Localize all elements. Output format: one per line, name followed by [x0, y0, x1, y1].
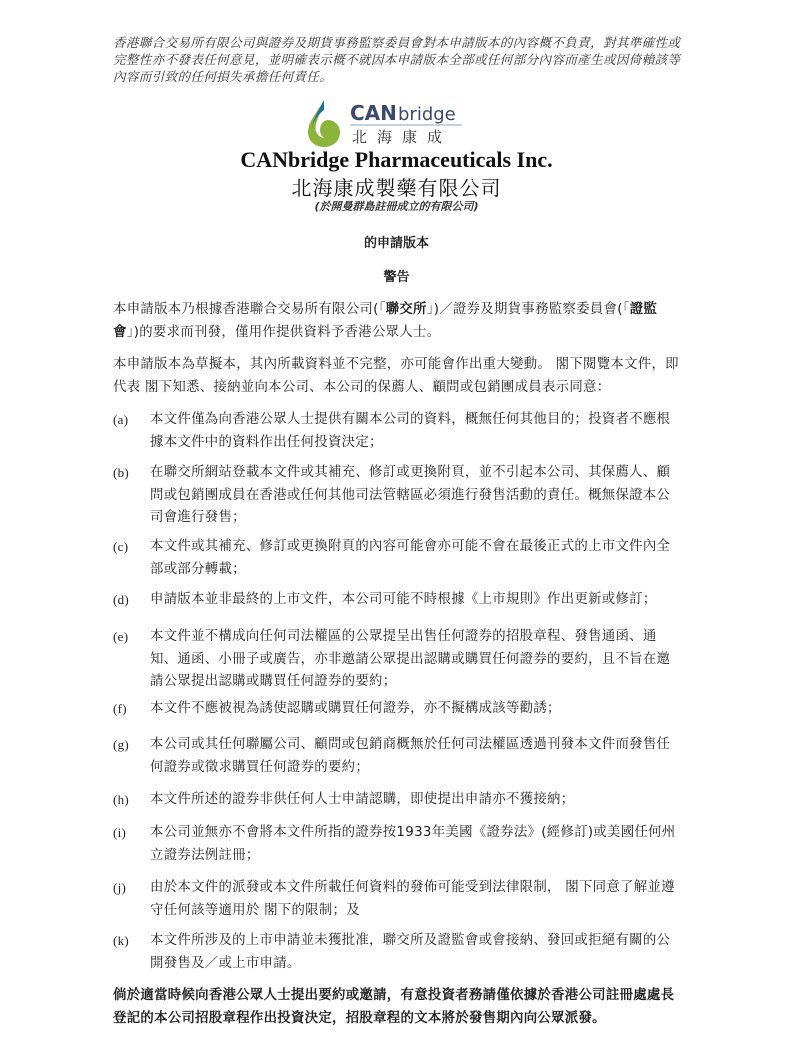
text: 」)／證券及期貨事務監察委員會(「 [426, 302, 630, 317]
item-text: 由於本文件的派發或本文件所載任何資料的發佈可能受到法律限制， 閣下同意了解並遵守任何該等適用於 閣下的限制；及 [150, 880, 675, 918]
svg-text:bridge: bridge [397, 104, 456, 125]
item-text: 本公司或其任何聯屬公司、顧問或包銷商概無於任何司法權區透過刊發本文件而發售任何證券或徵求購買任何證券的要約； [150, 737, 671, 775]
text: 」)的要求而刊發，僅用作提供資料予香港公眾人士。 [126, 324, 441, 340]
company-name-en: CANbridge Pharmaceuticals Inc. [240, 147, 553, 172]
list-item [113, 877, 683, 922]
text: 本申請版本乃根據香港聯合交易所有限公司(「 [113, 302, 386, 317]
list-item [113, 930, 683, 975]
item-text: 本文件不應被視為誘使認購或購買任何證券，亦不擬構成該等勸誘； [150, 701, 561, 716]
disclaimer: 香港聯合交易所有限公司與證券及期貨事務監察委員會對本申請版本的內容概不負責，對其準確性或完整性亦不發表任何意見，並明確表示概不就因本申請版本全部或任何部分內容而產生或因倚賴該等內容而引致的任何損失承擔任何責任。 [113, 35, 681, 84]
item-label: (d) [113, 592, 130, 607]
document-type: 的申請版本 [363, 236, 429, 251]
list-item [113, 698, 683, 721]
item-label: (f) [113, 701, 127, 716]
list-item [113, 734, 683, 779]
company-name-zh: 北海康成製藥有限公司 [291, 176, 502, 200]
svg-text:CAN: CAN [349, 101, 397, 125]
item-label: (b) [113, 465, 130, 480]
item-label: (c) [113, 539, 129, 554]
item-text: 申請版本並非最終的上市文件，本公司可能不時根據《上市規則》作出更新或修訂； [150, 592, 657, 607]
item-label: (h) [113, 792, 130, 807]
item-text: 本文件所涉及的上市申請並未獲批准，聯交所及證監會或會接納、發回或拒絕有關的公開發售及／或上市申請。 [150, 933, 671, 971]
closing-statement: 倘於適當時候向香港公眾人士提出要約或邀請，有意投資者務請僅依據於香港公司註冊處處長登記的本公司招股章程作出投資決定，招股章程的文本將於發售期內向公眾派發。 [113, 988, 675, 1026]
item-text: 在聯交所網站登載本文件或其補充、修訂或更換附頁，並不引起本公司、其保薦人、顧問或包銷團成員在香港或任何其他司法管轄區必須進行發售活動的責任。概無保證本公司會進行發售； [150, 465, 671, 525]
svg-text:北海康成: 北海康成 [351, 128, 452, 146]
item-text: 本文件所述的證券非供任何人士申請認購，即使提出申請亦不獲接納； [150, 792, 575, 807]
list-item [113, 589, 683, 612]
item-label: (i) [113, 825, 127, 840]
list-item [113, 822, 683, 867]
company-logo [0, 98, 793, 148]
canbridge-logo-icon [302, 98, 482, 148]
intro-paragraph [113, 299, 683, 344]
item-label: (g) [113, 737, 130, 752]
list-item [113, 626, 683, 694]
item-text: 本文件或其補充、修訂或更換附頁的內容可能會亦可能不會在最後正式的上市文件內全部或部分轉載； [150, 539, 671, 577]
item-label: (e) [113, 629, 129, 644]
term-exchange: 聯交所 [385, 302, 427, 317]
incorporation-note: (於開曼群島註冊成立的有限公司) [314, 200, 479, 213]
item-text: 本文件並不構成向任何司法權區的公眾提呈出售任何證券的招股章程、發售通函、通知、通函、小冊子或廣告，亦非邀請公眾提出認購或購買任何證券的要約，且不旨在邀請公眾提出認購或購買任何證券的要約； [150, 629, 671, 689]
list-item [113, 462, 683, 530]
consent-paragraph: 本申請版本為草擬本，其內所載資料並不完整，亦可能會作出重大變動。 閣下閱覽本文件，即代表 閣下知悉、接納並向本公司、本公司的保薦人、顧問或包銷團成員表示同意： [113, 357, 679, 395]
term-sfc: 證監會 [113, 302, 658, 340]
item-label: (a) [113, 412, 129, 427]
list-item [113, 536, 683, 581]
list-item [113, 789, 683, 812]
item-label: (k) [113, 933, 130, 948]
item-label: (j) [113, 880, 127, 895]
warning-title: 警告 [383, 270, 410, 285]
list-item [113, 409, 683, 454]
item-text: 本公司並無亦不會將本文件所指的證券按1933年美國《證券法》(經修訂)或美國任何州立證券法例註冊； [150, 825, 676, 863]
item-text: 本文件僅為向香港公眾人士提供有關本公司的資料，概無任何其他目的；投資者不應根據本文件中的資料作出任何投資決定； [150, 412, 671, 450]
